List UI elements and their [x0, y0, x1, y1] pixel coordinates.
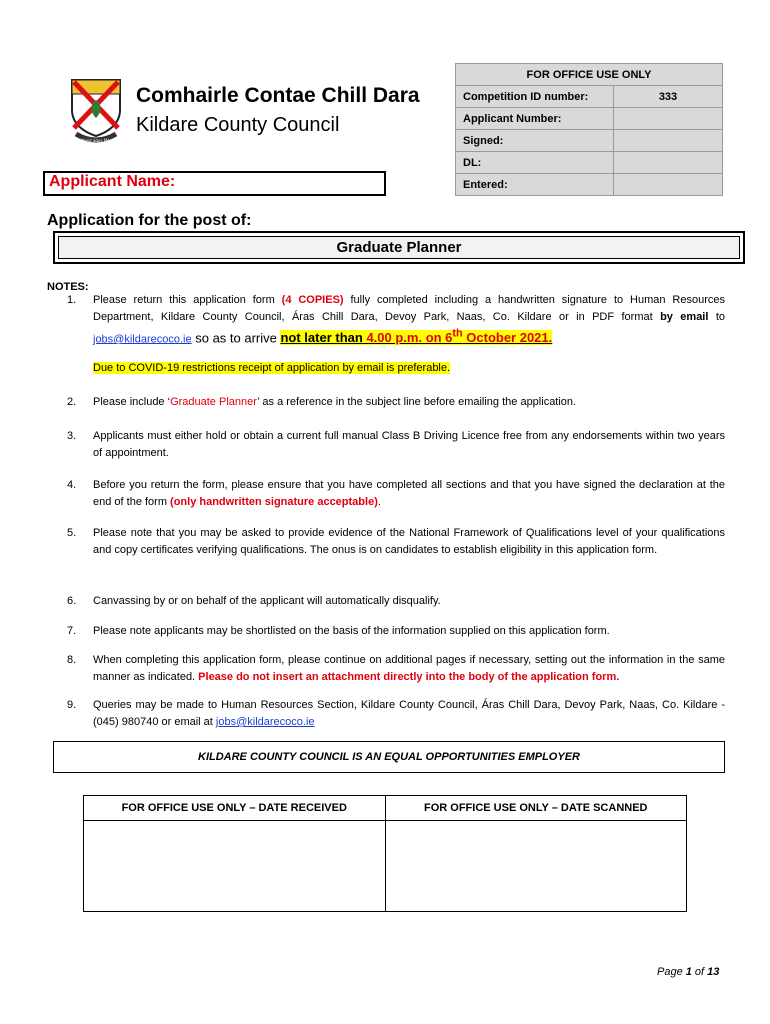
- note-text: .: [377, 496, 381, 508]
- date-office-table: [83, 795, 687, 912]
- competition-id-value: 333: [614, 86, 723, 108]
- applicant-name-label: Applicant Name:: [49, 173, 176, 190]
- email-link[interactable]: jobs@kildarecoco.ie: [93, 333, 192, 346]
- note-text: Canvassing by or on behalf of the applicant will automatically disqualify.: [93, 595, 441, 607]
- note-item-5: [67, 525, 725, 559]
- date-received-header: FOR OFFICE USE ONLY – DATE RECEIVED: [84, 796, 386, 821]
- note-text: Please include ‘: [93, 396, 171, 408]
- office-use-title: FOR OFFICE USE ONLY: [456, 64, 723, 86]
- note-text: ’ as a reference in the subject line before emailing the application.: [257, 396, 577, 408]
- note-text: Please note that you may be asked to provide evidence of the National Framework of Qualifications level of your qualifications and copy certificates verifying qualifications. The onus is on candidates to establish eligibility in this application form.: [93, 527, 725, 556]
- covid-notice: Due to COVID-19 restrictions receipt of application by email is preferable.: [93, 362, 451, 375]
- applicant-number-label: Applicant Number:: [456, 108, 614, 130]
- note-item-9: [67, 697, 725, 731]
- notes-title: NOTES:: [47, 281, 89, 293]
- note-item-1: [67, 292, 725, 377]
- note-text: to: [708, 311, 726, 323]
- svg-text:Meitheal agus Mórtas: Meitheal agus Mórtas: [74, 138, 118, 143]
- note-number: 5.: [67, 527, 77, 539]
- post-title: Graduate Planner: [58, 236, 740, 259]
- office-use-table: [455, 63, 723, 196]
- applicant-number-field[interactable]: [614, 108, 723, 130]
- note-text: fully completed including a handwritten signature to Human Resources Department, Kildare County Council, Áras Chill Dara, Devoy Park, Naas, Co. Kildare or in PDF format: [93, 294, 725, 323]
- note-item-2: [67, 394, 725, 411]
- note-number: 9.: [67, 699, 77, 711]
- note-item-3: [67, 428, 725, 462]
- note-number: 4.: [67, 479, 77, 491]
- date-scanned-header: FOR OFFICE USE ONLY – DATE SCANNED: [385, 796, 687, 821]
- note-number: 1.: [67, 294, 77, 306]
- entered-field[interactable]: [614, 174, 723, 196]
- council-name-english: Kildare County Council: [136, 114, 340, 136]
- note-item-6: [67, 593, 725, 610]
- by-email-emphasis: by email: [660, 311, 709, 323]
- note-number: 8.: [67, 654, 77, 666]
- post-title-box: [53, 231, 745, 264]
- note-number: 3.: [67, 430, 77, 442]
- note-text: Before you return the form, please ensure that you have completed all sections and that you have signed the declaration at the end of the form: [93, 479, 725, 508]
- note-text: When completing this application form, please continue on additional pages if necessary, setting out the information in the same manner as indicated.: [93, 654, 725, 683]
- dl-label: DL:: [456, 152, 614, 174]
- competition-id-label: Competition ID number:: [456, 86, 614, 108]
- email-link[interactable]: jobs@kildarecoco.ie: [215, 716, 315, 728]
- copies-emphasis: (4 COPIES): [281, 294, 344, 306]
- entered-label: Entered:: [456, 174, 614, 196]
- signed-label: Signed:: [456, 130, 614, 152]
- note-text: Applicants must either hold or obtain a current full manual Class B Driving Licence free from any endorsements within two years of appointment.: [93, 430, 725, 459]
- applicant-name-field[interactable]: [43, 171, 386, 196]
- signed-field[interactable]: [614, 130, 723, 152]
- note-number: 2.: [67, 396, 77, 408]
- council-crest-logo: [66, 76, 126, 148]
- note-item-7: [67, 623, 725, 640]
- note-text: so as to arrive: [191, 330, 281, 346]
- note-text: Please return this application form: [93, 294, 282, 306]
- note-item-8: [67, 652, 725, 686]
- note-text: Please note applicants may be shortlisted on the basis of the information supplied on this application form.: [93, 625, 610, 637]
- note-number: 7.: [67, 625, 77, 637]
- post-reference: Graduate Planner: [170, 396, 258, 408]
- note-number: 6.: [67, 595, 77, 607]
- post-heading: Application for the post of:: [47, 212, 252, 229]
- signature-emphasis: (only handwritten signature acceptable): [170, 496, 378, 508]
- council-name-irish: Comhairle Contae Chill Dara: [136, 84, 420, 107]
- page-number: Page 1 of 13: [657, 966, 720, 978]
- note-item-4: [67, 477, 725, 511]
- dl-field[interactable]: [614, 152, 723, 174]
- date-received-field[interactable]: [84, 821, 386, 912]
- equal-opportunities-banner: KILDARE COUNTY COUNCIL IS AN EQUAL OPPORTUNITIES EMPLOYER: [53, 741, 725, 773]
- note-text: Queries may be made to Human Resources Section, Kildare County Council, Áras Chill Dara, Devoy Park, Naas, Co. Kildare - (045) 980740 or email at: [93, 699, 725, 728]
- attachment-warning: Please do not insert an attachment directly into the body of the application form.: [198, 671, 620, 683]
- date-scanned-field[interactable]: [385, 821, 687, 912]
- deadline-text: not later than 4.00 p.m. on 6th October 2021.: [280, 328, 553, 346]
